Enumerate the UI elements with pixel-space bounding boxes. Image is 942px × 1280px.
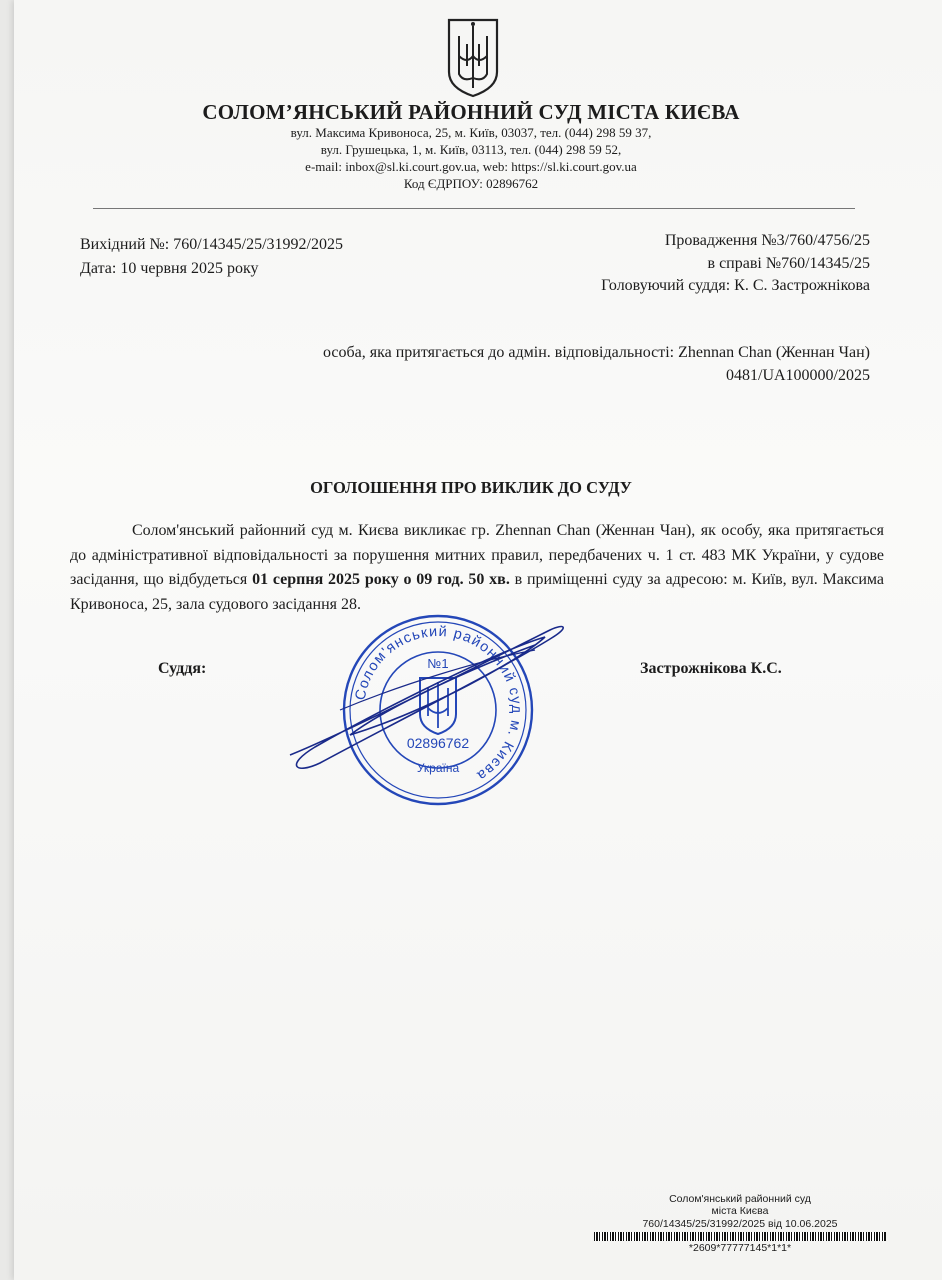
barcode-text: *2609*77777145*1*1* [688,1242,792,1254]
footer-registration: 760/14345/25/31992/2025 від 10.06.2025 [642,1218,838,1230]
document-date: Дата: 10 червня 2025 року [80,260,259,277]
stamp-outer-text: Солом'янський районний суд м. Києва [352,623,525,784]
judge-name: Застрожнікова К.С. [640,660,782,677]
addressee-line: особа, яка притягається до адмін. відповідальності: Zhennan Chan (Женнан Чан) [323,344,870,361]
judge-label: Суддя: [158,660,207,677]
court-name: СОЛОМ’ЯНСЬКИЙ РАЙОННИЙ СУД МІСТА КИЄВА [202,100,740,124]
footer-court-line1: Солом'янський районний суд [669,1193,811,1205]
addressee-reference: 0481/UA100000/2025 [726,367,870,384]
barcode [594,1232,886,1241]
hearing-datetime: 01 серпня 2025 року о 09 год. 50 хв. [252,571,510,588]
case-number: в справі №760/14345/25 [707,255,870,272]
address-line-1: вул. Максима Кривоноса, 25, м. Київ, 03037, тел. (044) 298 59 37, [290,125,652,140]
address-line-2: вул. Грушецька, 1, м. Київ, 03113, тел. (044) 298 59 52, [320,142,622,157]
coat-of-arms-icon [445,16,501,98]
notice-body-text-1: Солом'янський районний суд м. Києва викликає гр. Zhennan Chan (Женнан Чан), як особу, яка притягається до адміністративної відповідальності за порушення митних правил, передбачених ч. 1 ст. 483 МК України, у судове засідання, що відбудеться [70,522,884,588]
stamp-code: 02896762 [406,735,470,751]
outgoing-number: Вихідний №: 760/14345/25/31992/2025 [80,236,343,253]
judge-signature [280,615,580,775]
notice-body [70,519,884,617]
edrpou-line: Код ЄДРПОУ: 02896762 [403,176,539,191]
header-divider [93,208,855,209]
footer-court-line2: міста Києва [711,1205,769,1217]
stamp-number: №1 [427,656,449,671]
contacts-line: e-mail: inbox@sl.ki.court.gov.ua, web: https://sl.ki.court.gov.ua [305,159,637,174]
proceeding-number: Провадження №3/760/4756/25 [664,232,870,249]
notice-body-text-2: в приміщенні суду за адресою: м. Київ, вул. Максима Кривоноса, 25, зала судового засідання 28. [70,571,885,613]
presiding-judge: Головуючий суддя: К. С. Застрожнікова [601,277,870,294]
stamp-country: Україна [416,761,460,775]
notice-heading: ОГОЛОШЕННЯ ПРО ВИКЛИК ДО СУДУ [310,478,632,497]
